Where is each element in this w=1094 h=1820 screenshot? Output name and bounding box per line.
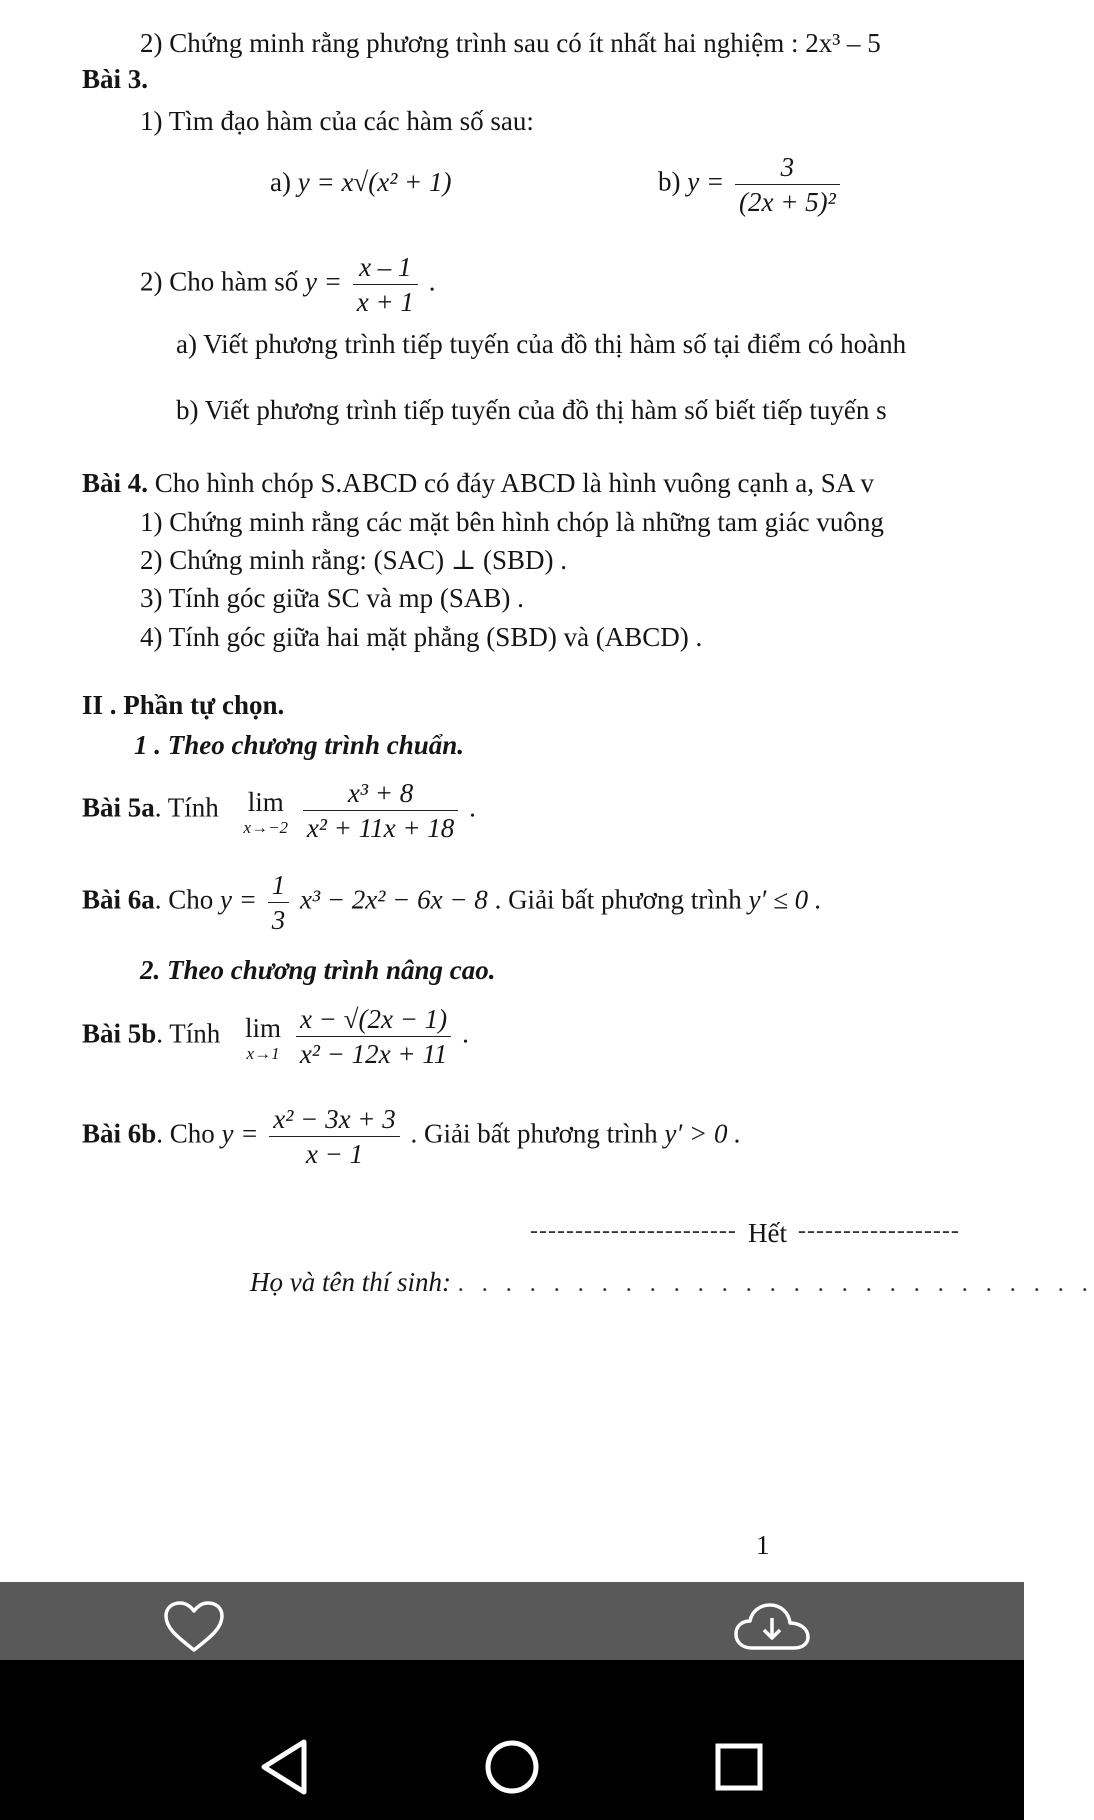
fraction-numerator: x − √(2x − 1)	[296, 1002, 452, 1037]
exercise-label: Bài 5a	[82, 792, 155, 823]
exercise-label: Bài 5b	[82, 1018, 157, 1049]
heading-text: Bài 3.	[82, 64, 149, 94]
fraction	[735, 150, 840, 219]
exercise-label: Bài 6b	[82, 1118, 157, 1149]
text-line	[82, 466, 874, 500]
system-nav-bar	[0, 1660, 1024, 1820]
fraction-denominator: x + 1	[356, 287, 414, 317]
limit-word: lim	[245, 1012, 282, 1043]
end-divider-right: ------------------	[798, 1218, 960, 1244]
line-text: . Cho	[156, 1118, 215, 1149]
fraction-denominator: x² + 11x + 18	[306, 813, 455, 843]
subheading-text: 2. Theo chương trình nâng cao.	[140, 955, 496, 985]
line-text: . Giải bất phương trình	[410, 1118, 658, 1149]
section-subheading	[134, 728, 464, 762]
heart-icon	[162, 1600, 226, 1654]
line-text: . Giải bất phương trình	[494, 884, 742, 915]
fraction-denominator: x − 1	[305, 1139, 364, 1169]
recents-square-icon	[714, 1742, 764, 1792]
fraction	[269, 1102, 400, 1171]
inequality: y′ ≤ 0 .	[748, 884, 822, 915]
fraction-denominator: (2x + 5)²	[738, 187, 836, 217]
line-text: Cho hình chóp S.ABCD có đáy ABCD là hình vuông cạnh a, SA v	[154, 468, 874, 498]
formula-y: y =	[220, 884, 257, 915]
text-line: 1) Chứng minh rằng các mặt bên hình chóp là những tam giác vuông	[140, 507, 884, 537]
section-heading	[82, 62, 148, 96]
back-triangle-icon	[258, 1738, 310, 1796]
formula-y: y =	[687, 166, 725, 197]
text-line: a) Viết phương trình tiếp tuyến của đồ thị hàm số tại điểm có hoành	[176, 329, 907, 359]
recents-button[interactable]	[714, 1742, 764, 1797]
punctuation: .	[428, 266, 436, 297]
line-text: . Tính	[156, 1018, 221, 1049]
limit-subscript: x→1	[246, 1043, 280, 1063]
section-subheading	[140, 953, 495, 987]
exercise-label: Bài 4.	[82, 468, 149, 498]
text-line	[82, 1102, 741, 1171]
page-number: 1	[756, 1530, 770, 1560]
line-text: . Tính	[154, 792, 219, 823]
text-line: 2) Chứng minh rằng: (SAC) ⊥ (SBD) .	[140, 545, 568, 575]
text-line	[140, 250, 435, 319]
fraction	[353, 250, 418, 319]
exercise-label: Bài 6a	[82, 884, 155, 915]
section-heading	[82, 688, 284, 722]
limit-subscript: x→−2	[243, 817, 289, 837]
limit-word: lim	[247, 786, 284, 817]
formula-y: y =	[305, 266, 342, 297]
fraction-denominator: 3	[271, 905, 286, 935]
candidate-label: Họ và tên thí sinh:	[250, 1267, 451, 1297]
text-line: 2) Chứng minh rằng phương trình sau có ít nhất hai nghiệm : 2x³ – 5	[140, 28, 881, 58]
fraction-numerator: x³ + 8	[303, 776, 459, 811]
formula-y: y =	[221, 1118, 259, 1149]
home-circle-icon	[484, 1739, 540, 1795]
formula-label: a)	[270, 167, 291, 197]
text-line	[82, 776, 476, 845]
end-mark: Hết	[748, 1218, 787, 1248]
end-divider-left: -----------------------	[530, 1218, 737, 1244]
cloud-download-icon	[732, 1600, 812, 1654]
back-button[interactable]	[258, 1738, 310, 1801]
candidate-line	[250, 1265, 1094, 1301]
formula-a	[270, 165, 452, 199]
home-button[interactable]	[484, 1739, 540, 1800]
text-line: 3) Tính góc giữa SC và mp (SAB) .	[140, 583, 524, 613]
punctuation: .	[469, 792, 476, 823]
text-line	[82, 868, 822, 937]
fraction-numerator: x – 1	[353, 250, 418, 285]
fraction-numerator: x² − 3x + 3	[269, 1102, 400, 1137]
punctuation: .	[462, 1018, 469, 1049]
heading-text: II . Phần tự chọn.	[82, 690, 285, 720]
line-text: . Cho	[154, 884, 214, 915]
fraction	[296, 1002, 452, 1071]
inequality: y′ > 0 .	[664, 1118, 742, 1149]
limit-operator	[244, 785, 289, 837]
line-text: 2) Cho hàm số	[140, 266, 299, 297]
text-line: 1) Tìm đạo hàm của các hàm số sau:	[140, 106, 534, 136]
candidate-dots: . . . . . . . . . . . . . . . . . . . . . . . . . . .	[457, 1271, 1094, 1297]
formula-b	[658, 150, 844, 219]
formula-expression: y = x√(x² + 1)	[297, 167, 452, 197]
fraction-numerator: 3	[735, 150, 840, 185]
text-line: 4) Tính góc giữa hai mặt phẳng (SBD) và (ABCD) .	[140, 622, 703, 652]
limit-operator	[245, 1011, 281, 1063]
text-line	[82, 1002, 469, 1071]
fraction-denominator: x² − 12x + 11	[299, 1039, 448, 1069]
action-bar	[0, 1582, 1024, 1660]
subheading-text: 1 . Theo chương trình chuẩn.	[134, 730, 464, 760]
formula-expression: x³ − 2x² − 6x − 8	[300, 884, 488, 915]
fraction	[303, 776, 459, 845]
text-line: b) Viết phương trình tiếp tuyến của đồ thị hàm số biết tiếp tuyến s	[176, 395, 887, 425]
fraction	[268, 868, 290, 937]
formula-label: b)	[658, 166, 681, 197]
fraction-numerator: 1	[268, 868, 290, 903]
